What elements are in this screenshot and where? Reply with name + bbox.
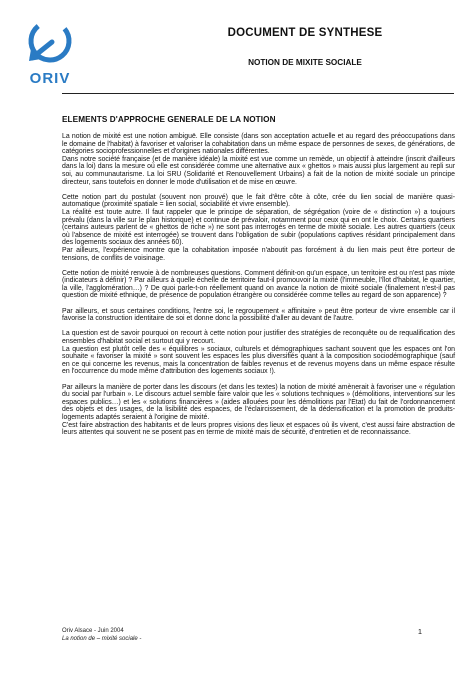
paragraph: La question est de savoir pourquoi on recourt à cette notion pour justifier des stratégies de reconquête ou de requalification des ensembles d'habitat social et surtout qui y recourt. [62,330,455,346]
logo-emblem-icon [18,14,82,70]
paragraph: La réalité est toute autre. Il faut rappeler que le principe de séparation, de ségrégation (voire de « distinction ») a toujours prévalu (dans la ville sur le plan historique) et continue de prévaloir, notamment pour ceux qui en ont le choix. Certains quartiers (certains auteurs parlent de « ghettos de riche ») ne sont pas interrogés en terme de mixité sociale. Les autres quartiers (ceux où l'absence de mixité est interrogée) se trouvent dans l'obligation de subir (populations captives résidant principalement dans des logements sociaux des années 60). [62,208,455,247]
paragraph: Par ailleurs, et sous certaines conditions, l'entre soi, le regroupement « affinitaire » peut être porteur de vivre ensemble car il favorise la construction identitaire de soi et donne donc la possibilité d'aller au devant de l'autre. [62,307,455,323]
document-subtitle: NOTION DE MIXITE SOCIALE [248,58,362,67]
footer-doc-title: La notion de – mixité sociale - [62,635,142,642]
paragraph: La question est plutôt celle des « équilibres » sociaux, culturels et démographiques sachant souvent que les espaces ont l'on souhaite « favoriser la mixité » sont souvent les espaces les plus diversifiés quant à la composition sociodémographique (sauf en ce qui concerne les revenus, mais la concentration de faibles revenus et de revenus moyens dans un même espace résulte en l'occurrence du mode même d'attribution des logements sociaux !). [62,345,455,376]
paragraph: La notion de mixité est une notion ambiguë. Elle consiste (dans son acceptation actuelle et au regard des préoccupations dans le domaine de l'habitat) à favoriser et valoriser la cohabitation dans un même espace de personnes de sexes, de générations, de catégories socioprofessionnelles et d'origines nationales différentes. [62,133,455,156]
paragraph: Dans notre société française (et de manière idéale) la mixité est vue comme un remède, un objectif à atteindre (inscrit d'ailleurs dans la loi) dans la mesure où elle est considérée comme une alternative aux « ghettos » mais aussi plus largement au repli sur soi, au communautarisme. La loi SRU (Solidarité et Renouvellement Urbains) a fait de la notion de mixité sociale un principe directeur, sans toutefois en donner le mode d'utilisation et de mise en œuvre. [62,155,455,186]
page-number: 1 [417,627,422,636]
footer-source: Oriv Alsace - Juin 2004 [62,628,124,634]
section-title: ELEMENTS D'APPROCHE GENERALE DE LA NOTION [62,115,276,124]
paragraph: C'est faire abstraction des habitants et de leurs propres visions des lieux et espaces où ils vivent, c'est aussi faire abstraction de leurs attentes qui souvent ne se posent pas en terme de mixité mais de sécurité, d'entretien et de reconnaissance. [62,421,455,437]
header-divider [62,93,454,94]
paragraph: Cette notion part du postulat (souvent non prouvé) que le fait d'être côte à côte, crée du lien social de manière quasi-automatique (proximité spatiale = lien social, sociabilité et vivre ensemble). [62,193,455,209]
logo-text: ORIV [29,70,71,87]
oriv-logo [18,14,82,90]
page-footer [62,628,455,643]
document-body [62,133,455,437]
paragraph: Cette notion de mixité renvoie à de nombreuses questions. Comment définit-on qu'un espace, un territoire est ou n'est pas mixte (indicateurs à définir) ? Par ailleurs à quelle échelle de territoire faut-il promouvoir la mixité (l'immeuble, l'îlot d'habitat, le quartier, la ville, l'agglomération…) ? De quoi parle-t-on réellement quand on avance la notion de mixité sociale (finalement n'est-il pas question de mixité ethnique, de présence de population étrangère ou considérée comme telles au regard de son apparence) ? [62,269,455,300]
paragraph: Par ailleurs, l'expérience montre que la cohabitation imposée n'aboutit pas forcément à du lien mais peut être porteur de tensions, de conflits de voisinage. [62,246,455,262]
document-title: DOCUMENT DE SYNTHESE [227,27,383,39]
paragraph: Par ailleurs la manière de porter dans les discours (et dans les textes) la notion de mixité amènerait à favoriser une « régulation du social par l'urbain ». Le discours actuel semble faire valoir que les « solutions techniques » (démolitions, interventions sur les espaces publics…) et les « solutions financières » (aides allouées pour les démolitions par l'Etat) du fait de l'ordonnancement des objets et des usages, de la lisibilité des espaces, de l'éclaircissement, de la dédensification et la promotion de produits-logements adaptés seraient à l'origine de mixité. [62,383,455,421]
